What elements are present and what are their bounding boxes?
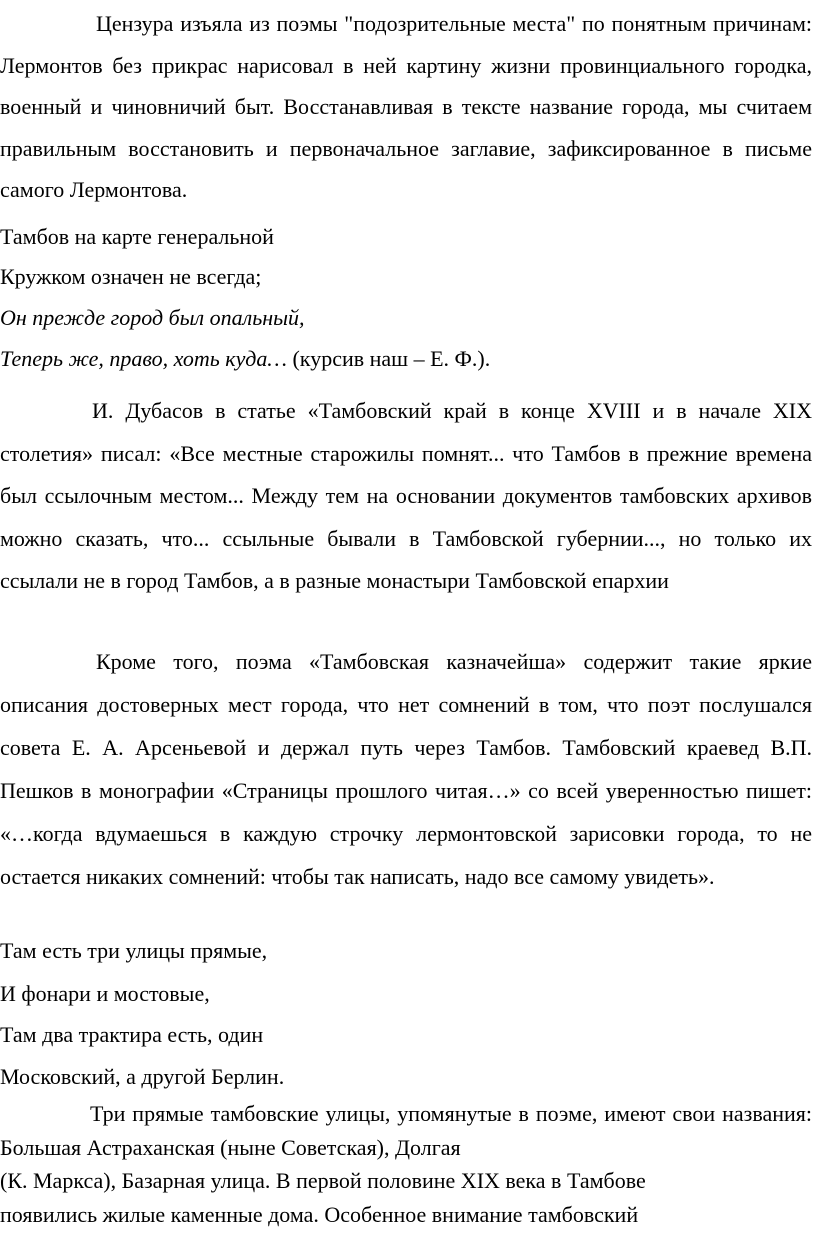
verse-1-line-4-italic: Теперь же, право, хоть куда… — [0, 346, 287, 371]
paragraph-streets-line-3: появились жилые каменные дома. Особенное внимание тамбовский — [0, 1201, 639, 1227]
verse-2-line-1: Там есть три улицы прямые, — [0, 938, 268, 963]
verse-1-line-3: Он прежде город был опальный, — [0, 305, 305, 330]
paragraph-streets-line-1: Три прямые тамбовские улицы, упомянутые в поэме, имеют свои названия: Большая Астраханская (ныне Советская), Долгая — [0, 1101, 812, 1160]
verse-2-line-2: И фонари и мостовые, — [0, 981, 210, 1006]
verse-2-line-4: Московский, а другой Берлин. — [0, 1064, 285, 1089]
paragraph-censorship: Цензура изъяла из поэмы "подозрительные места" по понятным причинам: Лермонтов без прикрас нарисовал в ней картину жизни провинциального городка, военный и чиновничий быт. Восстанавливая в тексте название города, мы считаем правильным восстановить и первоначальное заглавие, зафиксированное в письме самого Лермонтова. — [0, 11, 812, 203]
verse-1-line-1: Тамбов на карте генеральной — [0, 224, 274, 249]
paragraph-streets — [0, 1097, 812, 1231]
verse-2-line-3: Там два трактира есть, один — [0, 1022, 264, 1047]
paragraph-peshkov: Кроме того, поэма «Тамбовская казначейша» содержит такие яркие описания достоверных мест города, что нет сомнений в том, что поэт послушался совета Е. А. Арсеньевой и держал путь через Тамбов. Тамбовский краевед В.П. Пешков в монографии «Страницы прошлого читая…» со всей уверенностью пишет: «…когда вдумаешься в каждую строчку лермонтовской зарисовки города, то не остается никаких сомнений: чтобы так написать, надо все самому увидеть». — [0, 649, 812, 889]
paragraph-dubasov: И. Дубасов в статье «Тамбовский край в конце XVIII и в начале XIX столетия» писал: «Все местные старожилы помнят... что Тамбов в прежние времена был ссылочным местом... Между тем на основании документов тамбовских архивов можно сказать, что... ссыльные бывали в Тамбовской губернии..., но только их ссылали не в город Тамбов, а в разные монастыри Тамбовской епархии — [0, 398, 812, 594]
verse-1-line-2: Кружком означен не всегда; — [0, 264, 262, 289]
verse-1-line-4 — [0, 344, 490, 374]
paragraph-streets-line-2: (К. Маркса), Базарная улица. В первой половине XIX века в Тамбове — [0, 1168, 646, 1193]
verse-1-line-4-note: (курсив наш – Е. Ф.). — [286, 346, 491, 371]
